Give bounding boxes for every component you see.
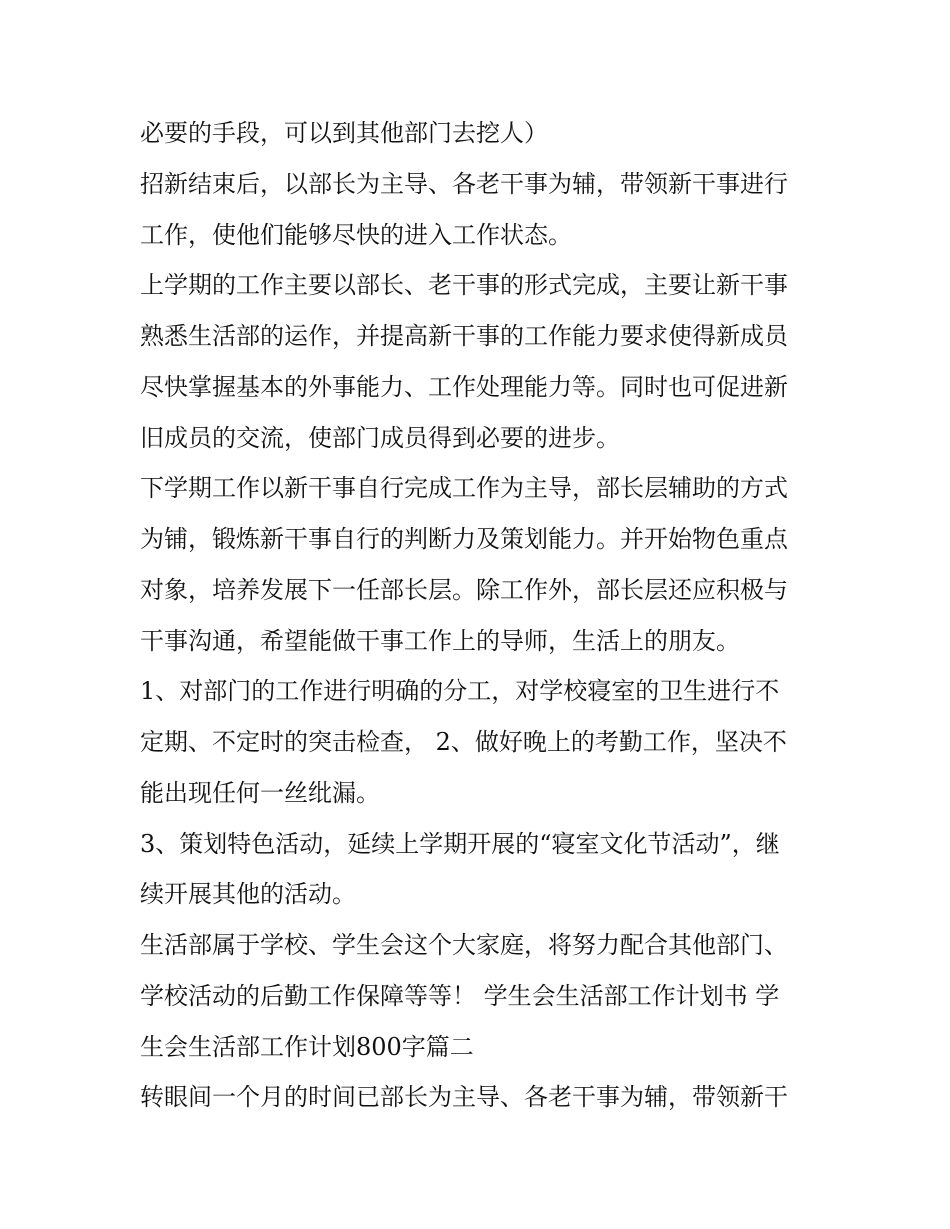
text-line: 转眼间一个月的时间已部长为主导、各老干事为辅，带领新干 bbox=[140, 1083, 788, 1112]
text-line: 招新结束后，以部长为主导、各老干事为辅，带领新干事进行 bbox=[140, 169, 788, 198]
text-line: 上学期的工作主要以部长、老干事的形式完成，主要让新干事 bbox=[140, 271, 788, 300]
text-line: 生活部属于学校、学生会这个大家庭，将努力配合其他部门、 bbox=[140, 931, 788, 959]
text-line: 对象，培养发展下一任部长层。除工作外，部长层还应积极与 bbox=[140, 575, 788, 604]
text-line: 工作，使他们能够尽快的进入工作状态。 bbox=[140, 220, 572, 249]
text-line: 为铺，锻炼新干事自行的判断力及策划能力。并开始物色重点 bbox=[140, 525, 788, 553]
text-line: 定期、不定时的突击检查， 2、做好晚上的考勤工作，坚决不 bbox=[140, 728, 787, 756]
text-line: 续开展其他的活动。 bbox=[140, 880, 356, 909]
text-line: 尽快掌握基本的外事能力、工作处理能力等。同时也可促进新 bbox=[140, 372, 788, 401]
text-line: 干事沟通，希望能做干事工作上的导师，生活上的朋友。 bbox=[140, 626, 740, 655]
text-line: 3、策划特色活动，延续上学期开展的“寝室文化节活动”，继 bbox=[140, 829, 780, 858]
text-line: 学校活动的后勤工作保障等等！ 学生会生活部工作计划书 学 bbox=[140, 981, 780, 1010]
text-line: 能出现任何一丝纰漏。 bbox=[140, 778, 380, 807]
text-line: 下学期工作以新干事自行完成工作为主导，部长层辅助的方式 bbox=[140, 474, 788, 503]
text-line: 熟悉生活部的运作，并提高新干事的工作能力要求使得新成员 bbox=[140, 322, 788, 350]
text-line: 旧成员的交流，使部门成员得到必要的进步。 bbox=[140, 423, 620, 452]
text-line: 必要的手段，可以到其他部门去挖人） bbox=[140, 119, 548, 147]
document-body bbox=[140, 108, 820, 1123]
text-line: 生会生活部工作计划800字篇二 bbox=[140, 1032, 474, 1061]
text-line: 1、对部门的工作进行明确的分工，对学校寝室的卫生进行不 bbox=[140, 677, 780, 706]
